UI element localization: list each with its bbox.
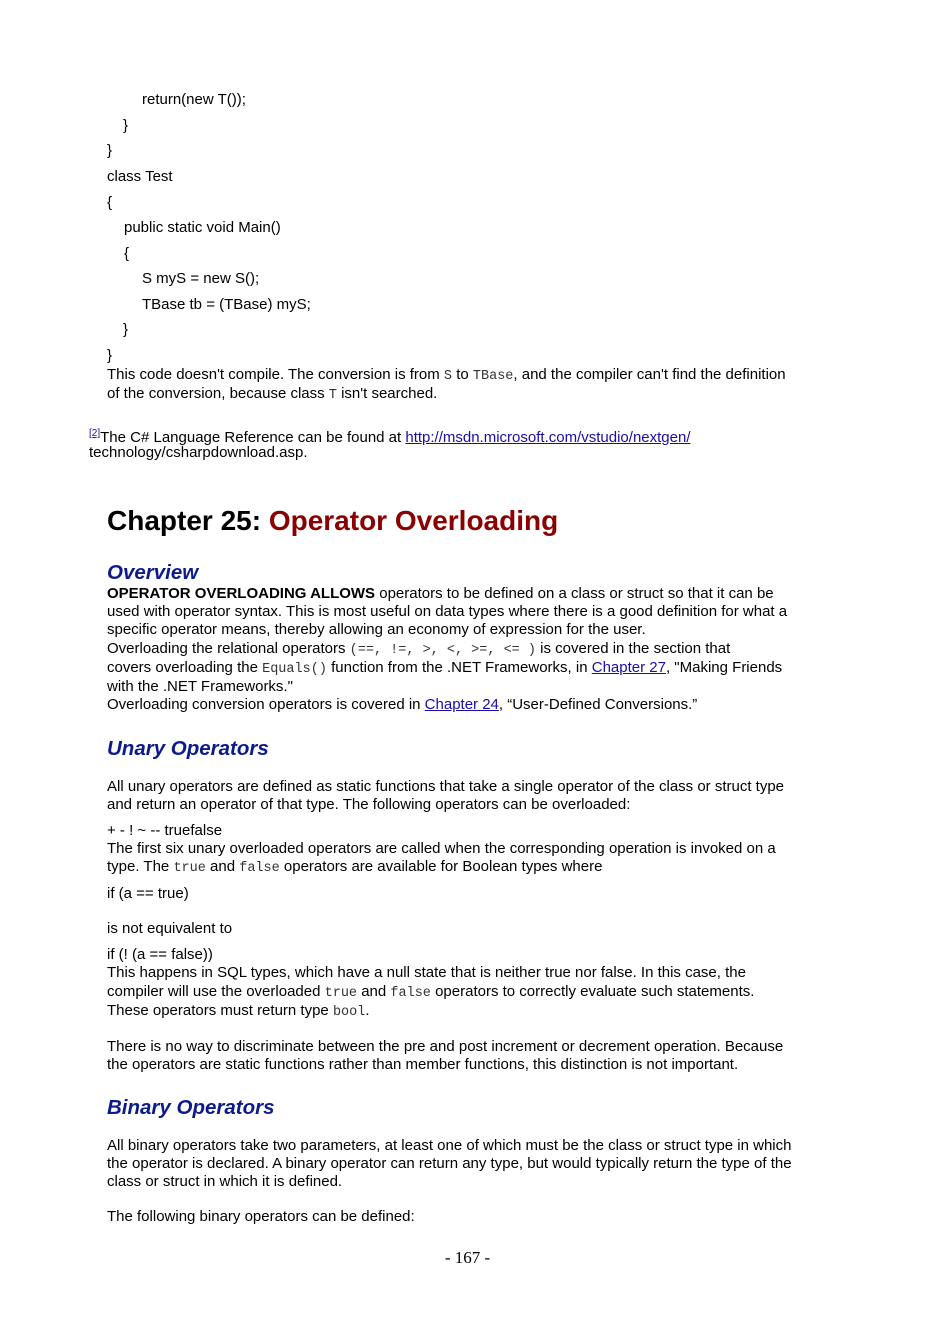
footnote: [2]The C# Language Reference can be found at http://msdn.microsoft.com/vstudio/nextgen/ — [89, 428, 691, 446]
code-expression: if (! (a == false)) — [107, 946, 213, 963]
compile-note-line: of the conversion, because class T isn't searched. — [107, 385, 438, 403]
inline-code: false — [239, 861, 280, 876]
code-line: } — [123, 321, 129, 338]
compile-note-line: This code doesn't compile. The conversion is from S to TBase, and the compiler can't find the definition — [107, 366, 786, 384]
inline-code: bool — [332, 1005, 366, 1020]
inline-code: true — [324, 986, 358, 1001]
chapter-prefix: Chapter 25: — [107, 505, 262, 536]
footnote-marker[interactable]: [2] — [89, 428, 101, 439]
unary-line: There is no way to discriminate between the pre and post increment or decrement operation. Because — [107, 1038, 784, 1055]
unary-line: The first six unary overloaded operators are called when the corresponding operation is invoked on a — [107, 840, 776, 857]
section-heading-unary: Unary Operators — [107, 737, 269, 760]
code-line: TBase tb = (TBase) myS; — [142, 296, 311, 313]
code-line: return(new T()); — [142, 91, 246, 108]
binary-line: The following binary operators can be defined: — [107, 1208, 415, 1225]
section-heading-overview: Overview — [107, 561, 199, 584]
unary-line: These operators must return type bool. — [107, 1002, 370, 1020]
overview-line: specific operator means, thereby allowing an economy of expression for the user. — [107, 621, 646, 638]
overview-line: OPERATOR OVERLOADING ALLOWS operators to be defined on a class or struct so that it can be — [107, 585, 774, 602]
unary-line: This happens in SQL types, which have a null state that is neither true nor false. In this case, the — [107, 964, 746, 981]
unary-operators-list: + - ! ~ -- truefalse — [107, 822, 223, 839]
binary-line: the operator is declared. A binary operator can return any type, but would typically return the type of the — [107, 1155, 792, 1172]
unary-line: type. The true and false operators are available for Boolean types where — [107, 858, 603, 876]
section-heading-binary: Binary Operators — [107, 1096, 275, 1119]
code-line: public static void Main() — [124, 219, 281, 236]
unary-line: and return an operator of that type. The following operators can be overloaded: — [107, 796, 631, 813]
unary-line: All unary operators are defined as static functions that take a single operator of the class or struct type — [107, 778, 785, 795]
overview-line: with the .NET Frameworks." — [107, 678, 293, 695]
footnote-link[interactable]: http://msdn.microsoft.com/vstudio/nextgen/ — [405, 429, 691, 446]
code-line: S myS = new S(); — [142, 270, 260, 287]
chapter-24-link[interactable]: Chapter 24 — [424, 696, 499, 713]
code-line: } — [107, 347, 113, 364]
chapter-title — [107, 503, 558, 539]
code-expression: if (a == true) — [107, 885, 189, 902]
code-line: } — [107, 142, 113, 159]
overview-line: covers overloading the Equals() function from the .NET Frameworks, in Chapter 27, "Making Friends — [107, 659, 783, 677]
inline-code: S — [443, 369, 453, 384]
inline-code: Equals() — [262, 662, 327, 677]
unary-line: is not equivalent to — [107, 920, 233, 937]
page-number: - 167 - — [444, 1248, 491, 1267]
code-line: } — [123, 117, 129, 134]
overview-line: Overloading the relational operators (==, !=, >, <, >=, <= ) is covered in the section that — [107, 640, 731, 658]
overview-line: used with operator syntax. This is most useful on data types where there is a good definition for what a — [107, 603, 788, 620]
chapter-27-link[interactable]: Chapter 27 — [591, 659, 666, 676]
code-line: { — [107, 194, 113, 211]
chapter-name: Operator Overloading — [268, 505, 559, 536]
inline-code: T — [328, 388, 337, 403]
overview-line: Overloading conversion operators is covered in Chapter 24, “User-Defined Conversions.” — [107, 696, 698, 713]
binary-line: class or struct in which it is defined. — [107, 1173, 343, 1190]
inline-code: true — [173, 861, 206, 876]
binary-line: All binary operators take two parameters, at least one of which must be the class or struct type in which — [107, 1137, 792, 1154]
inline-code: (==, !=, >, <, >=, <= ) — [349, 643, 536, 658]
code-line: class Test — [107, 168, 173, 185]
footnote-line2: technology/csharpdownload.asp. — [89, 444, 308, 461]
inline-code: false — [390, 986, 431, 1001]
unary-line: compiler will use the overloaded true and false operators to correctly evaluate such statements. — [107, 983, 755, 1001]
code-line: { — [124, 245, 130, 262]
inline-code: TBase — [472, 369, 514, 384]
unary-line: the operators are static functions rather than member functions, this distinction is not important. — [107, 1056, 739, 1073]
